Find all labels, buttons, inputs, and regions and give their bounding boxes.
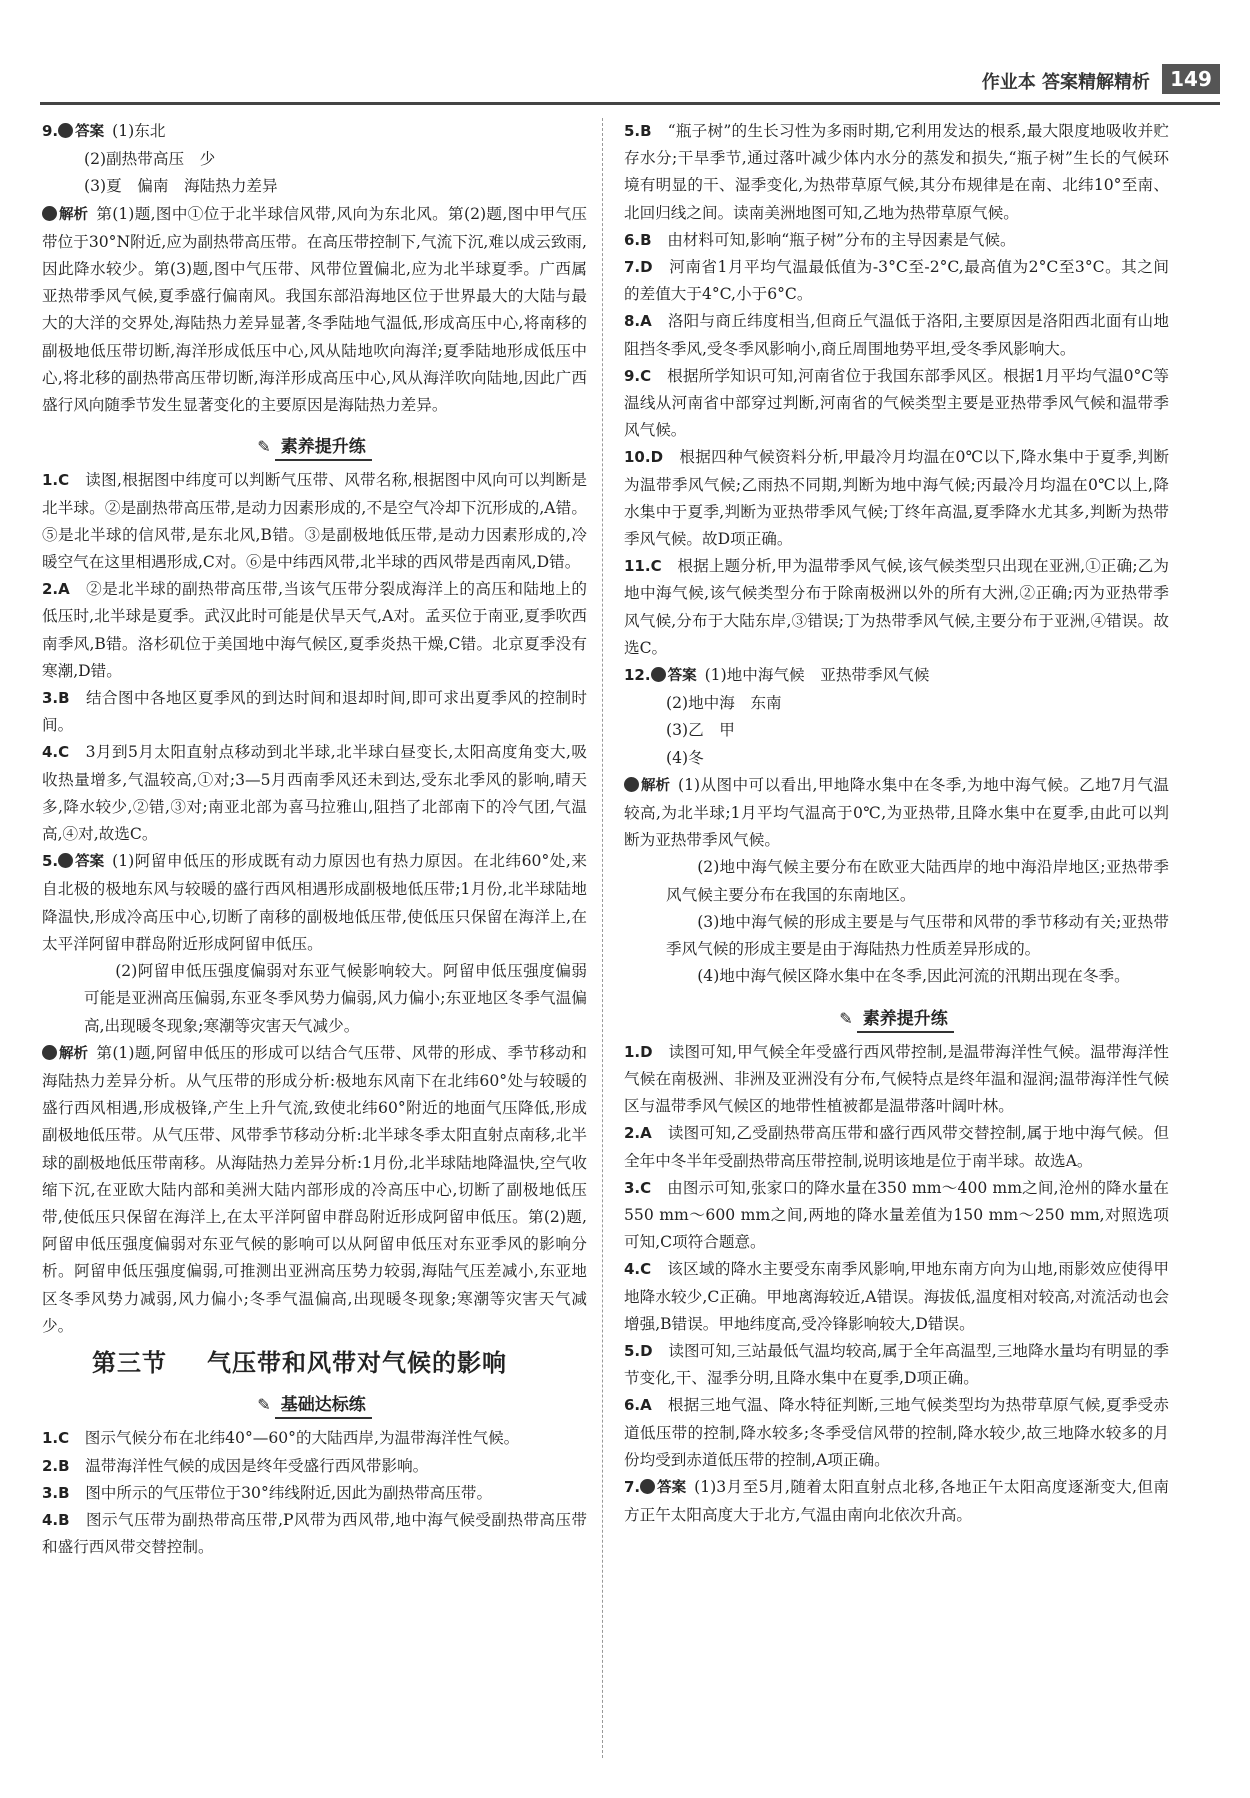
section-heading [42,1391,587,1419]
question-text: 图示气候分布在北纬40°—60°的大陆西岸,为温带海洋性气候。 [84,1429,520,1448]
tag-label: 答案 [667,668,697,685]
question-item [42,848,587,958]
answer-paragraph: (3)地中海气候的形成主要是与气压带和风带的季节移动有关;亚热带季风气候的形成主要是由于海陆热力性质差异形成的。 [666,912,1169,959]
pen-icon: ✎ [257,1395,271,1415]
question-number: 1.C [42,1429,70,1448]
question-item [624,1338,1169,1392]
question-number: 11.C [624,557,662,576]
question-number: 9.C [624,366,652,385]
question-text: 河南省1月平均气温最低值为-3°C至-2°C,最高值为2°C至3°C。其之间的差值大于4°C,小于6°C。 [624,258,1169,304]
page-header [40,60,1220,105]
question-number: 4.C [624,1260,652,1279]
question-text: 根据四种气候资料分析,甲最冷月均温在0℃以下,降水集中于夏季,判断为温带季风气候;乙雨热不同期,判断为地中海气候;丙最冷月均温在0℃以上,降水集中于夏季,判断为亚热带季风气候;丁终年高温,夏季降水尤其多,判断为热带季风气候。故D项正确。 [624,448,1169,549]
answer-paragraph: (4)地中海气候区降水集中在冬季,因此河流的汛期出现在冬季。 [697,967,1130,986]
question-number: 7. [624,1477,641,1496]
tag-icon [42,1045,57,1060]
answer-paragraph: (2)阿留申低压强度偏弱对东亚气候影响较大。阿留申低压强度偏弱可能是亚洲高压偏弱,东亚冬季风势力偏弱,风力偏小;东亚地区冬季气温偏高,出现暖冬现象;寒潮等灾害天气减少。 [84,962,587,1035]
header-title: 作业本 答案精解精析 [981,72,1150,93]
question-number: 6.A [624,1396,652,1415]
question-item [42,739,587,848]
question-text: (1)3月至5月,随着太阳直射点北移,各地正午太阳高度逐渐变大,但南方正午太阳高度大于北方,气温由南向北依次升高。 [624,1477,1169,1525]
question-text: (1)地中海气候 亚热带季风气候 [704,666,930,685]
question-text: (1)东北 [112,122,166,140]
question-item [42,1507,587,1561]
answer-tag [58,119,104,146]
question-item [42,1425,587,1452]
answer-paragraph: (2)地中海气候主要分布在欧亚大陆西岸的地中海沿岸地区;亚热带季风气候主要分布在我国的东南地区。 [666,858,1169,904]
question-item [624,227,1169,254]
answer-line: (2)副热带高压 少 [84,150,216,169]
tag-label: 答案 [75,854,105,871]
question-text: 3月到5月太阳直射点移动到北半球,北半球白昼变长,太阳高度角变大,吸收热量增多,气温较高,①对;3—5月西南季风还未到达,受东北季风的影响,晴天多,降水较少,②错,③对;南亚北部为喜马拉雅山,阻挡了北部南下的冷气团,气温高,④对,故选C。 [42,743,587,844]
question-text: 根据三地气温、降水特征判断,三地气候类型均为热带草原气候,夏季受赤道低压带的控制,降水较多;冬季受信风带的控制,降水较少,故三地降水较多的月份均受到赤道低压带的控制,A项正确。 [624,1396,1169,1469]
question-item [624,1175,1169,1257]
left-column [42,118,587,1561]
question-item [624,1256,1169,1338]
question-item [624,118,1169,227]
question-text: 图中所示的气压带位于30°纬线附近,因此为副热带高压带。 [85,1483,493,1502]
question-text: 温带海洋性气候的成因是终年受盛行西风带影响。 [85,1456,429,1475]
tag-icon [58,123,73,138]
answer-line: (3)乙 甲 [666,721,735,740]
question-number: 7.D [624,258,653,277]
explanation-text: 第(1)题,阿留申低压的形成可以结合气压带、风带的形成、季节移动和海陆热力差异分析。从气压带的形成分析:极地东风南下在北纬60°处与较暖的盛行西风相遇,形成极锋,产生上升气流,致使北纬60°附近的地面气压降低,形成副极地低压带。从气压带、风带季节移动分析:北半球冬季太阳直射点南移,北半球的副极地低压带南移。从海陆热力差异分析:1月份,北半球陆地降温快,空气收缩下沉,在亚欧大陆内部和美洲大陆内部形成的冷高压中心,切断了副极地低压带,使低压只保留在海洋上,在太平洋阿留申群岛附近形成阿留申低压。第(2)题,阿留申低压强度偏弱对东亚气候的影响可以从阿留申低压对东亚季风的影响分析。阿留申低压强度偏弱,可推测出亚洲高压势力较弱,海陆气压差减小,东亚地区冬季风势力减弱,风力偏小;冬季气温偏高,出现暖冬现象;寒潮等灾害天气减少。 [42,1043,587,1335]
question-item [624,1392,1169,1474]
explanation [42,201,587,420]
question-item [624,553,1169,662]
chapter-title: 气压带和风带对气候的影响 [207,1348,507,1377]
question-number: 1.C [42,471,70,490]
section-heading [624,1005,1169,1033]
answer-line: (2)地中海 东南 [666,694,782,713]
question-number: 5. [42,852,59,871]
question-item [624,1474,1169,1529]
question-number: 5.B [624,122,652,140]
question-item [42,467,587,576]
tag-label: 解析 [641,777,670,794]
tag-icon [624,777,639,792]
section-title: 素养提升练 [275,437,372,461]
question-text: (1)阿留申低压的形成既有动力原因也有热力原因。在北纬60°处,来自北极的极地东风与较暖的盛行西风相遇形成副极地低压带;1月份,北半球陆地降温快,形成冷高压中心,切断了南移的副极地低压带,使低压只保留在海洋上,在太平洋阿留申群岛附近形成阿留申低压。 [42,852,587,953]
question-number: 4.C [42,743,70,762]
question-number: 6.B [624,230,652,249]
section-title: 素养提升练 [857,1009,954,1033]
tag-icon [651,667,666,682]
explanation-text: (1)从图中可以看出,甲地降水集中在冬季,为地中海气候。乙地7月气温较高,为北半球;1月平均气温高于0℃,为亚热带,且降水集中在夏季,由此可以判断为亚热带季风气候。 [624,775,1169,850]
question-text: ②是北半球的副热带高压带,当该气压带分裂成海洋上的高压和陆地上的低压时,北半球是夏季。武汉此时可能是伏旱天气,A对。孟买位于南亚,夏季吹西南季风,B错。洛杉矶位于美国地中海气候区,夏季炎热干燥,C错。北京夏季没有寒潮,D错。 [42,580,587,680]
question-number: 10.D [624,448,664,467]
answer-tag [42,202,88,229]
question-item [624,254,1169,308]
question-item [624,363,1169,445]
question-text: 洛阳与商丘纬度相当,但商丘气温低于洛阳,主要原因是洛阳西北面有山地阻挡冬季风,受冬季风影响小,商丘周围地势平坦,受冬季风影响大。 [624,312,1169,358]
pen-icon: ✎ [839,1008,853,1028]
question-item [624,1120,1169,1174]
tag-label: 答案 [75,124,105,140]
pen-icon: ✎ [257,437,271,457]
question-number: 8.A [624,312,652,331]
question-number: 3.B [42,1483,70,1502]
question-item [42,118,587,146]
section-heading [42,433,587,461]
question-item [42,685,587,739]
question-text: 读图可知,乙受副热带高压带和盛行西风带交替控制,属于地中海气候。但全年中冬半年受副热带高压带控制,说明该地是位于南半球。故选A。 [624,1124,1169,1170]
question-text: 根据所学知识可知,河南省位于我国东部季风区。根据1月平均气温0°C等温线从河南省中部穿过判断,河南省的气候类型主要是亚热带季风气候和温带季风气候。 [624,366,1169,440]
tag-label: 解析 [59,1045,88,1062]
explanation [42,1040,587,1340]
question-text: 该区域的降水主要受东南季风影响,甲地东南方向为山地,雨影效应使得甲地降水较少,C正确。甲地离海较近,A错误。海拔低,温度相对较高,对流活动也会增强,B错误。甲地纬度高,受冷锋影响较大,D错误。 [624,1260,1169,1333]
question-text: 读图,根据图中纬度可以判断气压带、风带名称,根据图中风向可以判断是北半球。②是副热带高压带,是动力因素形成的,不是空气冷却下沉形成的,A错。⑤是北半球的信风带,是东北风,B错。③是副极地低压带,是动力因素形成的,冷暖空气在这里相遇形成,C对。⑥是中纬西风带,北半球的西风带是西南风,D错。 [42,471,587,572]
chapter-heading [42,1350,587,1377]
section-title: 基础达标练 [275,1395,372,1419]
question-item [624,662,1169,690]
question-number: 3.C [624,1178,652,1197]
question-item [624,1039,1169,1121]
question-item [42,1480,587,1507]
question-text: 结合图中各地区夏季风的到达时间和退却时间,即可求出夏季风的控制时间。 [42,689,587,735]
tag-icon [640,1479,655,1494]
question-item [624,444,1169,553]
question-number: 2.A [624,1124,652,1143]
question-number: 3.B [42,689,70,708]
explanation [624,772,1169,855]
question-text: 读图可知,甲气候全年受盛行西风带控制,是温带海洋性气候。温带海洋性气候在南极洲、非洲及亚洲没有分布,气候特点是终年温和湿润;温带海洋性气候区与温带季风气候区的地带性植被都是温带落叶阔叶林。 [624,1042,1169,1116]
question-text: 根据上题分析,甲为温带季风气候,该气候类型只出现在亚洲,①正确;乙为地中海气候,该气候类型分布于除南极洲以外的所有大洲,②正确;丙为亚热带季风气候,分布于大陆东岸,③错误;丁为热带季风气候,主要分布于亚洲,④错误。故选C。 [624,557,1169,657]
question-number: 9. [42,122,59,140]
answer-tag [624,773,670,800]
question-item [42,576,587,685]
answer-tag [651,663,697,690]
answer-tag [58,849,104,876]
question-number: 2.A [42,580,70,599]
question-text: 读图可知,三站最低气温均较高,属于全年高温型,三地降水量均有明显的季节变化,干、湿季分明,且降水集中在夏季,D项正确。 [624,1341,1169,1388]
column-divider [602,118,603,1758]
chapter-number: 第三节 [92,1348,167,1377]
tag-label: 解析 [59,206,88,223]
answer-tag [42,1041,88,1068]
answer-line: (3)夏 偏南 海陆热力差异 [84,177,278,196]
question-number: 4.B [42,1510,70,1529]
answer-line: (4)冬 [666,748,704,767]
tag-icon [58,853,73,868]
question-number: 5.D [624,1341,653,1360]
question-text: 由图示可知,张家口的降水量在350 mm～400 mm之间,沧州的降水量在550 mm～600 mm之间,两地的降水量差值为150 mm～250 mm,对照选项可知,C项符合题意。 [624,1178,1169,1252]
question-number: 2.B [42,1456,70,1475]
question-number: 1.D [624,1042,653,1061]
question-text: “瓶子树”的生长习性为多雨时期,它利用发达的根系,最大限度地吸收并贮存水分;干旱季节,通过落叶减少体内水分的蒸发和损失,“瓶子树”生长的气候环境有明显的干、湿季变化,为热带草原气候,其分布规律是在南、北纬10°至南、北回归线之间。读南美洲地图可知,乙地为热带草原气候。 [624,122,1169,222]
question-text: 由材料可知,影响“瓶子树”分布的主导因素是气候。 [667,230,1016,249]
page-number: 149 [1162,64,1220,94]
right-column [624,118,1169,1529]
question-item [42,1453,587,1480]
question-item [624,308,1169,362]
answer-tag [640,1475,686,1502]
explanation-text: 第(1)题,图中①位于北半球信风带,风向为东北风。第(2)题,图中甲气压带位于30°N附近,应为副热带高压带。在高压带控制下,气流下沉,难以成云致雨,因此降水较少。第(3)题,图中气压带、风带位置偏北,应为北半球夏季。广西属亚热带季风气候,夏季盛行偏南风。我国东部沿海地区位于世界最大的大陆与最大的大洋的交界处,海陆热力差异显著,冬季陆地气温低,形成高压中心,将南移的副极地低压带切断,海洋形成低压中心,风从陆地吹向海洋;夏季陆地形成低压中心,将北移的副热带高压带切断,海洋形成高压中心,风从海洋吹向陆地,因此广西盛行风向随季节发生显著变化的主要原因是海陆热力差异。 [42,204,587,415]
tag-label: 答案 [657,1479,687,1496]
question-number: 12. [624,666,651,685]
tag-icon [42,206,57,221]
question-text: 图示气压带为副热带高压带,P风带为西风带,地中海气候受副热带高压带和盛行西风带交替控制。 [42,1510,587,1557]
